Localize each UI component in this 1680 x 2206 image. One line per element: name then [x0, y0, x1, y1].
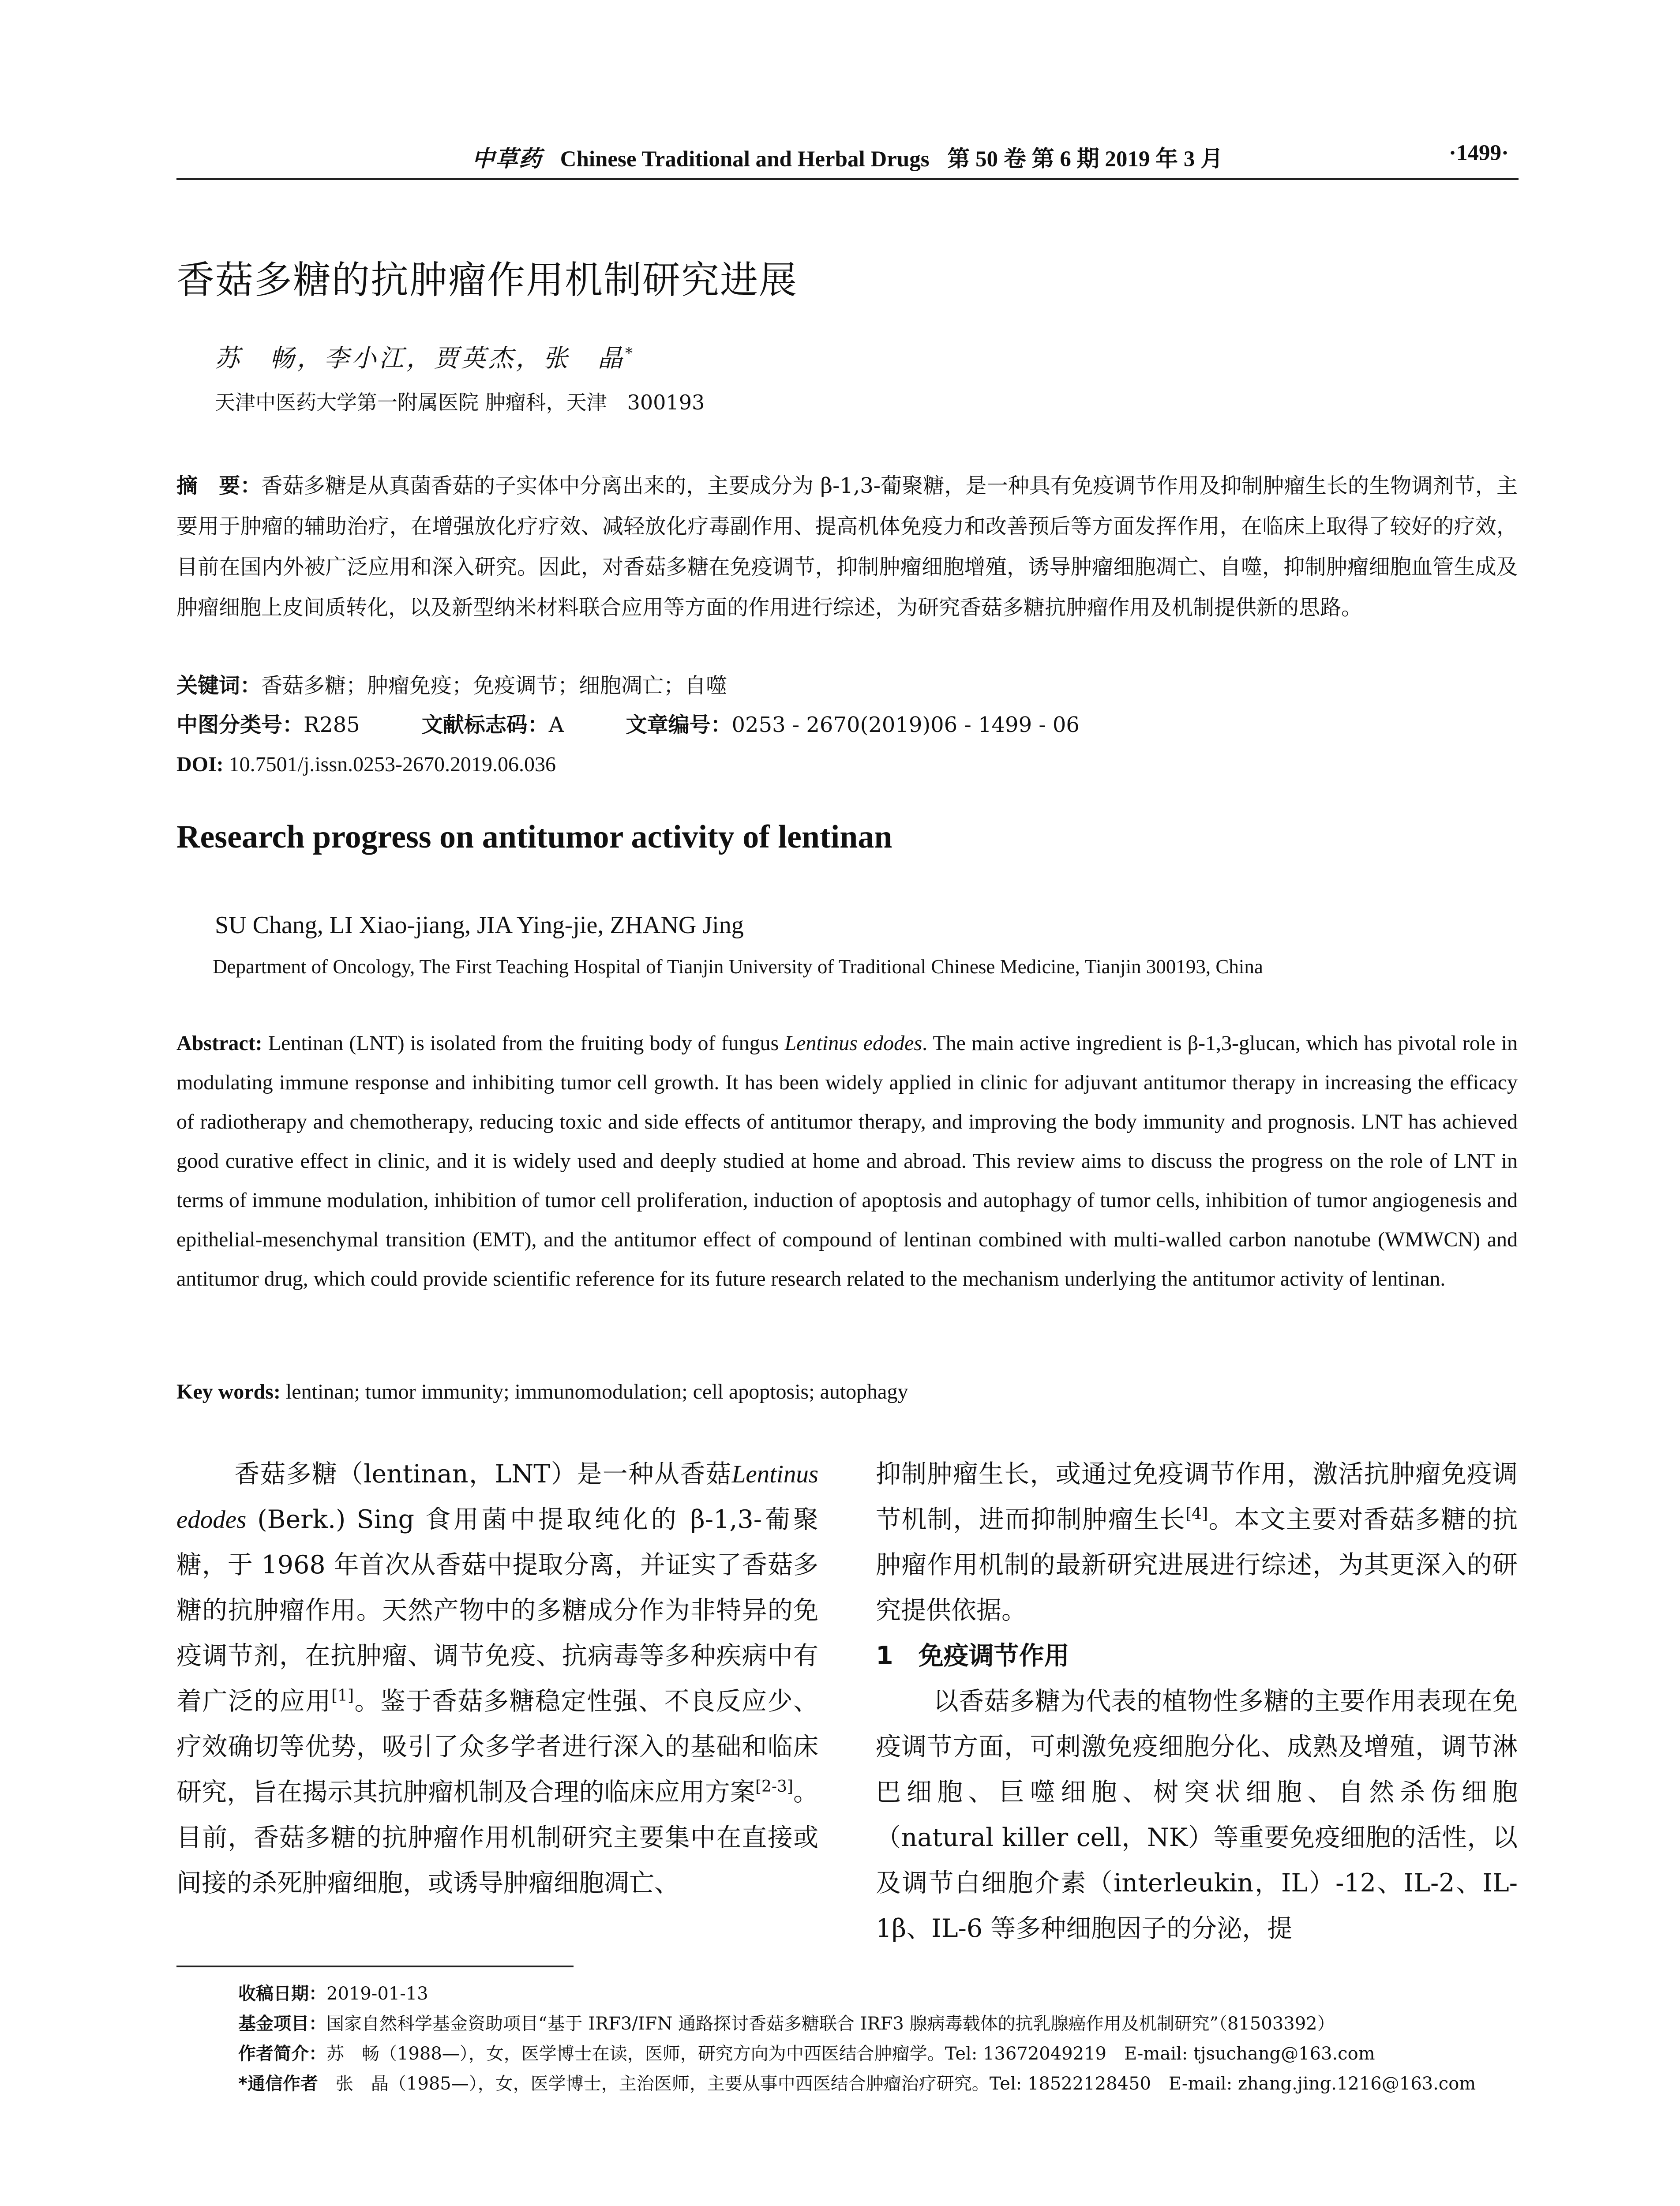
- body-p3: 以香菇多糖为代表的植物性多糖的主要作用表现在免疫调节方面，可刺激免疫细胞分化、成熟及增殖，调节淋巴细胞、巨噬细胞、树突状细胞、自然杀伤细胞（natural killer cell，NK）等重要免疫细胞的活性，以及调节白细胞介素（interleukin，IL）-12、IL-2、IL-1β、IL-6 等多种细胞因子的分泌，提: [876, 1687, 1518, 1943]
- body-p1-b: (Berk.) Sing 食用菌中提取纯化的 β-1,3-葡聚糖，于 1968 年首次从香菇中提取分离，并证实了香菇多糖的抗肿瘤作用。天然产物中的多糖成分作为非特异的免疫调节剂，在抗肿瘤、调节免疫、抗病毒等多种疾病中有着广泛的应用: [176, 1505, 818, 1716]
- docmark-label: 文献标志码：: [421, 713, 549, 737]
- affiliation-cn: 天津中医药大学第一附属医院 肿瘤科，天津 300193: [215, 390, 705, 414]
- footnotes: [238, 1979, 1518, 2099]
- citation-4[interactable]: [4]: [1185, 1505, 1208, 1523]
- corresponding-mark: *: [625, 344, 635, 362]
- footnote-fund: [238, 2009, 1518, 2039]
- article-no-label: 文章编号：: [626, 713, 732, 737]
- section-heading-1: 1 免疫调节作用: [876, 1641, 1069, 1670]
- abstract-en-label: Abstract:: [176, 1032, 262, 1055]
- body-p1-a: 香菇多糖（lentinan，LNT）是一种从香菇: [234, 1459, 732, 1489]
- authors-en: SU Chang, LI Xiao-jiang, JIA Ying-jie, ZHANG Jing: [215, 912, 744, 939]
- keywords-en: [176, 1372, 908, 1411]
- abstract-cn: [176, 465, 1518, 628]
- authors-cn-names: 苏 畅，李小江，贾英杰，张 晶: [215, 344, 625, 373]
- article-title-en: Research progress on antitumor activity of lentinan: [176, 819, 892, 855]
- journal-name-en: Chinese Traditional and Herbal Drugs: [560, 147, 930, 172]
- body-p1-d: 。目前，香菇多糖的抗肿瘤作用机制研究主要集中在直接或间接的杀死肿瘤细胞，或诱导肿瘤细胞凋亡、: [176, 1778, 819, 1898]
- received-label: 收稿日期：: [238, 1984, 326, 2004]
- journal-line: [176, 140, 1519, 173]
- body-column-left: [176, 1452, 818, 1906]
- body-p2-b: 。本文主要对香菇多糖的抗肿瘤作用机制的最新研究进展进行综述，为其更深入的研究提供依据。: [876, 1505, 1518, 1625]
- citation-2-3[interactable]: [2-3]: [755, 1778, 793, 1796]
- abstract-en: [176, 1024, 1518, 1298]
- page-number: ·1499·: [1448, 141, 1509, 165]
- authors-cn: [215, 339, 635, 374]
- keywords-cn: [176, 665, 727, 706]
- doi-value: 10.7501/j.issn.0253-2670.2019.06.036: [229, 753, 556, 776]
- footnote-corresponding: [238, 2069, 1518, 2099]
- fund-label: 基金项目：: [238, 2014, 326, 2034]
- keywords-cn-text: 香菇多糖；肿瘤免疫；免疫调节；细胞凋亡；自噬: [261, 673, 728, 698]
- body-p1-c: 。鉴于香菇多糖稳定性强、不良反应少、疗效确切等优势，吸引了众多学者进行深入的基础和临床研究，旨在揭示其抗肿瘤机制及合理的临床应用方案: [176, 1687, 818, 1807]
- doi-label: DOI:: [176, 753, 224, 776]
- class-label: 中图分类号：: [176, 713, 304, 737]
- body-column-right: [876, 1452, 1518, 1951]
- keywords-en-text: lentinan; tumor immunity; immunomodulation; cell apoptosis; autophagy: [285, 1380, 908, 1403]
- received-date: 2019-01-13: [326, 1984, 428, 2004]
- species-name: Lentinus edodes: [784, 1032, 922, 1055]
- issue-info: 第 50 卷 第 6 期 2019 年 3 月: [947, 147, 1223, 172]
- author-info-text: 苏 畅（1988—），女，医学博士在读，医师，研究方向为中西医结合肿瘤学。Tel: 13672049219 E-mail: tjsuchang@163.com: [326, 2044, 1375, 2064]
- abstract-en-text-2: . The main active ingredient is β-1,3-glucan, which has pivotal role in modulating immune response and inhibiting tumor cell growth. It has been widely applied in clinic for adjuvant antitumor therapy in increasing the efficacy of radiotherapy and chemotherapy, reducing toxic and side effects of antitumor therapy, and improving the body immunity and prognosis. LNT has achieved good curative effect in clinic, and it is widely used and deeply studied at home and abroad. This review aims to discuss the progress on the role of LNT in terms of immune modulation, inhibition of tumor cell proliferation, induction of apoptosis and autophagy of tumor cells, inhibition of tumor angiogenesis and epithelial-mesenchymal transition (EMT), and the antitumor effect of compound of lentinan combined with multi-walled carbon nanotube (WMWCN) and antitumor drug, which could provide scientific reference for its future research related to the mechanism underlying the antitumor activity of lentinan.: [176, 1032, 1518, 1291]
- abstract-cn-text: 香菇多糖是从真菌香菇的子实体中分离出来的，主要成分为 β-1,3-葡聚糖，是一种具有免疫调节作用及抑制肿瘤生长的生物调剂节，主要用于肿瘤的辅助治疗，在增强放化疗疗效、减轻放化疗毒副作用、提高机体免疫力和改善预后等方面发挥作用，在临床上取得了较好的疗效，目前在国内外被广泛应用和深入研究。因此，对香菇多糖在免疫调节，抑制肿瘤细胞增殖，诱导肿瘤细胞凋亡、自噬，抑制肿瘤细胞血管生成及肿瘤细胞上皮间质转化，以及新型纳米材料联合应用等方面的作用进行综述，为研究香菇多糖抗肿瘤作用及机制提供新的思路。: [176, 473, 1518, 620]
- body-p2-a: 抑制肿瘤生长，或通过免疫调节作用，激活抗肿瘤免疫调节机制，进而抑制肿瘤生长: [876, 1459, 1518, 1534]
- affiliation-en: Department of Oncology, The First Teaching Hospital of Tianjin University of Traditional Chinese Medicine, Tianjin 300193, China: [213, 956, 1263, 978]
- body-species-name: Lentinus edodes: [176, 1460, 818, 1534]
- author-info-label: 作者简介：: [238, 2044, 326, 2064]
- abstract-en-text-1: Lentinan (LNT) is isolated from the fruiting body of fungus: [268, 1032, 779, 1055]
- footnote-author: [238, 2039, 1518, 2069]
- docmark-value: A: [548, 713, 564, 737]
- running-header: [176, 140, 1519, 180]
- journal-name-cn: 中草药: [472, 146, 542, 172]
- article-title-cn: 香菇多糖的抗肿瘤作用机制研究进展: [176, 258, 798, 302]
- footnote-divider: [176, 1966, 574, 1967]
- citation-1[interactable]: [1]: [331, 1687, 354, 1705]
- classification-line: [176, 705, 1518, 745]
- corresponding-text: 张 晶（1985—），女，医学博士，主治医师，主要从事中西医结合肿瘤治疗研究。Tel: 18522128450 E-mail: zhang.jing.1216@163.com: [335, 2074, 1476, 2094]
- keywords-en-label: Key words:: [176, 1380, 281, 1403]
- doi-line: [176, 744, 556, 785]
- fund-text: 国家自然科学基金资助项目“基于 IRF3/IFN 通路探讨香菇多糖联合 IRF3 腺病毒载体的抗乳腺癌作用及机制研究”（81503392）: [326, 2014, 1335, 2034]
- class-value: R285: [304, 713, 360, 737]
- corresponding-label: *通信作者: [238, 2074, 318, 2094]
- footnote-received: [238, 1979, 1518, 2009]
- keywords-cn-label: 关键词：: [176, 673, 262, 698]
- article-no-value: 0253 - 2670(2019)06 - 1499 - 06: [731, 713, 1080, 737]
- abstract-cn-label: 摘 要：: [176, 473, 262, 498]
